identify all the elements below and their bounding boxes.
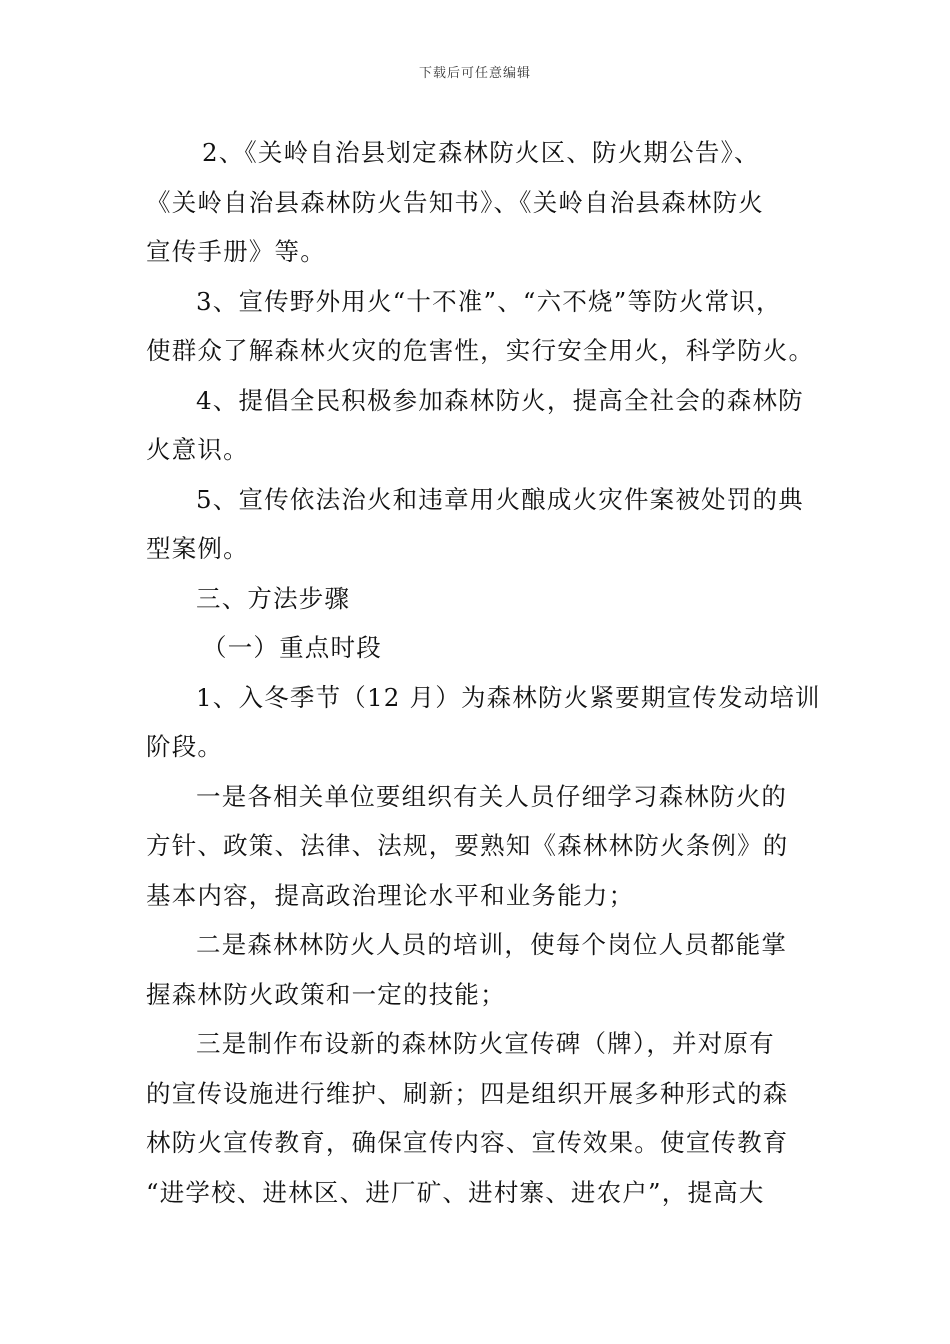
paragraph-line: 的宣传设施进行维护、刷新；四是组织开展多种形式的森 — [146, 1078, 789, 1108]
paragraph-line: 《关岭自治县森林防火告知书》、《关岭自治县森林防火 — [146, 187, 764, 217]
paragraph-line: 二是森林林防火人员的培训，使每个岗位人员都能掌 — [196, 930, 788, 959]
paragraph-line: 宣传手册》等。 — [146, 237, 326, 266]
paragraph-line: 握森林防火政策和一定的技能； — [146, 979, 506, 1009]
paragraph-line: 1、入冬季节（12 月）为森林防火紧要期宣传发动培训 — [196, 682, 821, 712]
subsection-heading: （一）重点时段 — [202, 633, 382, 662]
paragraph-line: 3、宣传野外用火“十不准”、“六不烧”等防火常识， — [196, 286, 782, 316]
paragraph-line: “进学校、进林区、进厂矿、进村寨、进农户”，提高大 — [146, 1177, 765, 1207]
paragraph-line: 基本内容，提高政治理论水平和业务能力； — [146, 880, 635, 910]
paragraph-line: 一是各相关单位要组织有关人员仔细学习森林防火的 — [196, 781, 788, 811]
paragraph-line: 火意识。 — [146, 435, 249, 464]
paragraph-line: 2、《关岭自治县划定森林防火区、防火期公告》、 — [202, 138, 760, 167]
paragraph-line: 方针、政策、法律、法规，要熟知《森林林防火条例》的 — [146, 831, 789, 860]
paragraph-line: 阶段。 — [146, 732, 224, 761]
paragraph-line: 林防火宣传教育，确保宣传内容、宣传效果。使宣传教育 — [146, 1128, 789, 1157]
document-body — [146, 128, 821, 1217]
paragraph-line: 型案例。 — [146, 534, 249, 563]
paragraph-line: 4、提倡全民积极参加森林防火，提高全社会的森林防 — [196, 385, 804, 415]
header-note: 下载后可任意编辑 — [418, 66, 531, 81]
paragraph-line: 使群众了解森林火灾的危害性，实行安全用火，科学防火。 — [146, 336, 815, 365]
section-heading: 三、方法步骤 — [196, 583, 351, 613]
paragraph-line: 5、宣传依法治火和违章用火酿成火灾件案被处罚的典 — [196, 484, 804, 514]
paragraph-line: 三是制作布设新的森林防火宣传碑（牌），并对原有 — [196, 1029, 775, 1058]
